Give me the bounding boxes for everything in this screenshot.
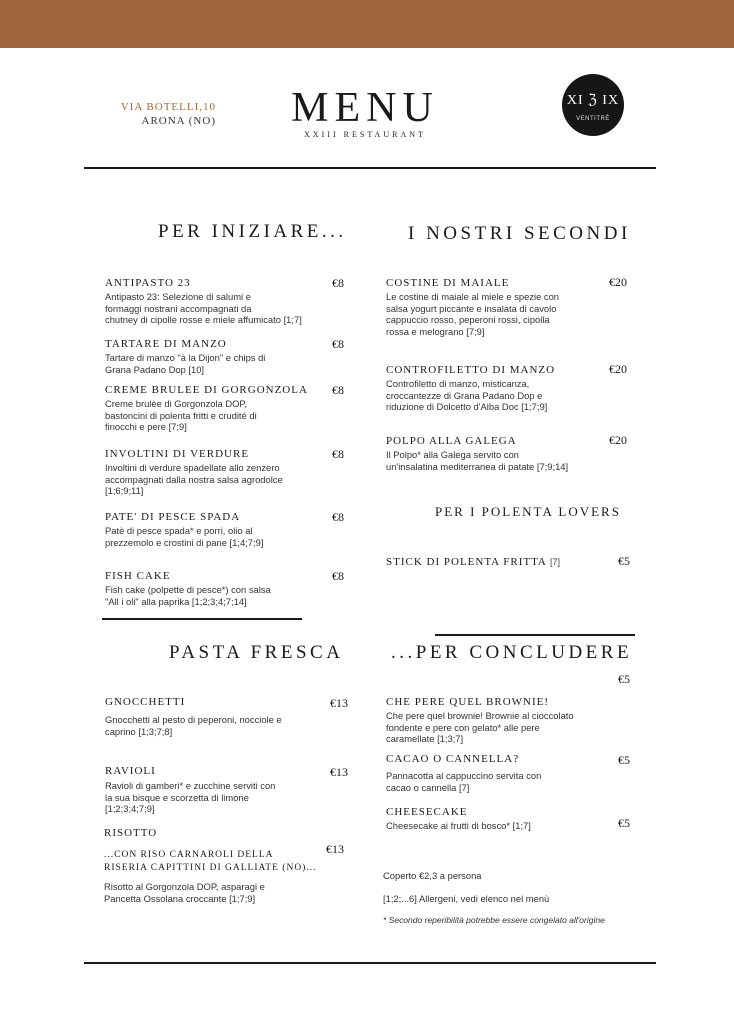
item-price: €13 bbox=[326, 842, 344, 856]
item-name: CREME BRULEE DI GORGONZOLA bbox=[105, 384, 308, 396]
logo-caption: VENTITRÉ bbox=[576, 116, 610, 122]
desc-line: prezzemolo e crostini di pane [1;4;7;9] bbox=[105, 536, 264, 548]
menu-item bbox=[386, 753, 601, 793]
item-price: €20 bbox=[609, 275, 627, 289]
top-color-band bbox=[0, 0, 734, 48]
desc-line: Patè di pesce spada* e porri, olio al bbox=[105, 525, 253, 536]
item-price: €8 bbox=[332, 510, 344, 524]
section-title-polenta: PER I POLENTA LOVERS bbox=[435, 504, 621, 519]
item-price: €8 bbox=[332, 276, 344, 290]
item-name: CHEESECAKE bbox=[386, 806, 468, 818]
desc-line: Che pere quel brownie! Brownie al cioccolato bbox=[386, 710, 574, 721]
left-divider bbox=[102, 618, 302, 620]
menu-item bbox=[105, 277, 345, 326]
desc-line: rossa e melograno [7;9] bbox=[386, 325, 485, 337]
item-price: €5 bbox=[618, 816, 630, 830]
item-price: €8 bbox=[332, 447, 344, 461]
desc-line: Tartare di manzo "à la Dijon" e chips di bbox=[105, 352, 266, 363]
risotto-name-line: ...CON RISO CARNAROLI DELLA bbox=[104, 850, 274, 860]
item-description bbox=[386, 291, 601, 337]
item-name: GNOCCHETTI bbox=[105, 696, 186, 708]
desc-line: Grana Padano Dop [10] bbox=[105, 363, 205, 375]
item-name: RAVIOLI bbox=[105, 765, 156, 777]
allergens-note: [1;2;...6] Allergeni, vedi elenco nel menù bbox=[383, 893, 550, 904]
desc-line: Fish cake (polpette di pesce*) con salsa bbox=[105, 584, 271, 595]
address bbox=[106, 100, 216, 128]
desc-line: [1;6;9;11] bbox=[105, 485, 144, 497]
desc-line: Le costine di maiale al miele e spezie con bbox=[386, 291, 560, 302]
page-title: MENU bbox=[291, 85, 439, 131]
desc-line: un'insalatina mediterranea di patate [7;9;14] bbox=[386, 460, 569, 472]
desc-line: Controfiletto di manzo, misticanza, bbox=[386, 378, 530, 389]
item-description bbox=[105, 291, 345, 326]
desc-line: bastoncini di polenta fritti e crudité di bbox=[105, 409, 257, 421]
desc-line: la sua bisque e scorzetta di limone bbox=[105, 791, 249, 803]
menu-item bbox=[386, 364, 601, 413]
right-divider bbox=[435, 634, 635, 636]
item-price: €13 bbox=[330, 696, 348, 710]
desc-line: cacao o cannella [7] bbox=[386, 781, 470, 793]
desc-line: Ravioli di gamberi* e zucchine serviti con bbox=[105, 780, 276, 791]
desc-line: Involtini di verdure spadellate allo zenzero bbox=[105, 462, 280, 473]
menu-item bbox=[105, 384, 345, 433]
item-description bbox=[105, 525, 345, 548]
risotto-label: RISOTTO bbox=[104, 827, 158, 839]
desc-line: finocchi e pere [7;9] bbox=[105, 421, 187, 433]
item-price: €5 bbox=[618, 753, 630, 767]
section-title-pasta: PASTA FRESCA bbox=[169, 642, 344, 663]
desc-line: Antipasto 23: Selezione di salumi e bbox=[105, 291, 251, 302]
section-title-iniziare: PER INIZIARE... bbox=[158, 221, 347, 242]
desc-line: formaggi nostrani accompagnati da bbox=[105, 302, 252, 314]
item-description bbox=[386, 449, 601, 472]
desc-line: fondente e pere con gelato* alle pere bbox=[386, 721, 540, 733]
menu-item bbox=[105, 448, 345, 497]
item-description bbox=[386, 378, 601, 413]
desc-line: Gnocchetti al pesto di peperoni, nocciole e bbox=[105, 714, 282, 725]
desc-line: [1;2;3;4;7;9] bbox=[105, 803, 155, 815]
item-name: CACAO O CANNELLA? bbox=[386, 753, 520, 765]
desc-line: caramellate [1;3;7] bbox=[386, 733, 464, 745]
section-title-concludere: ...PER CONCLUDERE bbox=[391, 642, 633, 663]
item-price: €5 bbox=[618, 554, 630, 568]
menu-item bbox=[105, 765, 325, 815]
item-description bbox=[105, 352, 345, 375]
item-name: INVOLTINI DI VERDURE bbox=[105, 448, 250, 460]
item-price: €13 bbox=[330, 765, 348, 779]
menu-item bbox=[386, 806, 601, 832]
item-name bbox=[386, 556, 560, 569]
desc-line: Il Polpo* alla Galega servito con bbox=[386, 449, 519, 460]
desc-line: cappuccio rosso, peperoni rossi, cipolla bbox=[386, 314, 550, 326]
desc-line: chutney di cipolle rosse e miele affumicato [1;7] bbox=[105, 314, 302, 326]
menu-item bbox=[105, 570, 345, 607]
menu-item-risotto bbox=[104, 827, 334, 904]
header-divider bbox=[84, 167, 656, 169]
menu-item bbox=[386, 277, 601, 337]
item-price: €8 bbox=[332, 569, 344, 583]
desc-line: accompagnati dalla nostra salsa agrodolce bbox=[105, 473, 283, 485]
item-name: TARTARE DI MANZO bbox=[105, 338, 227, 350]
item-name: POLPO ALLA GALEGA bbox=[386, 435, 517, 447]
address-city: ARONA (NO) bbox=[141, 115, 216, 127]
item-name: CHE PERE QUEL BROWNIE! bbox=[386, 696, 550, 708]
menu-item bbox=[105, 511, 345, 548]
item-description bbox=[105, 398, 345, 433]
item-description bbox=[105, 584, 345, 607]
menu-item bbox=[386, 696, 626, 745]
item-price: €20 bbox=[609, 362, 627, 376]
cover-charge-note: Coperto €2,3 a persona bbox=[383, 870, 482, 881]
risotto-name-line: RISERIA CAPITTINI DI GALLIATE (NO)... bbox=[104, 863, 317, 873]
logo-text: XI ℨ IX bbox=[566, 93, 620, 108]
desc-line: salsa yogurt piccante e insalata di cavolo bbox=[386, 302, 557, 314]
item-description bbox=[104, 881, 334, 904]
item-price: €5 bbox=[618, 672, 630, 686]
item-price: €8 bbox=[332, 383, 344, 397]
section-title-secondi: I NOSTRI SECONDI bbox=[408, 223, 631, 244]
menu-item bbox=[386, 556, 560, 569]
desc-line: riduzione di Dolcetto d'Alba Doc [1;7;9] bbox=[386, 401, 548, 413]
desc-line: Pancetta Ossolana croccante [1;7;9] bbox=[104, 892, 256, 904]
desc-line: croccantezze di Grana Padano Dop e bbox=[386, 389, 543, 401]
desc-line: "All i oli" alla paprika [1;2;3;4;7;14] bbox=[105, 595, 247, 607]
footer-divider bbox=[84, 962, 656, 964]
desc-line: Cheesecake ai frutti di bosco* [1;7] bbox=[386, 820, 531, 831]
menu-item bbox=[105, 696, 325, 737]
item-description bbox=[386, 820, 601, 832]
item-name: PATE' DI PESCE SPADA bbox=[105, 511, 241, 523]
restaurant-name: XXIII RESTAURANT bbox=[304, 130, 426, 139]
item-allergens: [7] bbox=[550, 557, 561, 567]
item-name: FISH CAKE bbox=[105, 570, 171, 582]
item-description bbox=[386, 710, 626, 745]
item-name: CONTROFILETTO DI MANZO bbox=[386, 364, 556, 376]
item-name-text: STICK DI POLENTA FRITTA bbox=[386, 556, 547, 568]
item-description bbox=[105, 714, 325, 737]
item-name: COSTINE DI MAIALE bbox=[386, 277, 510, 289]
desc-line: Pannacotta al cappuccino servita con bbox=[386, 770, 542, 781]
item-description bbox=[105, 462, 345, 497]
frozen-note: * Secondo reperibilità potrebbe essere congelato all'origine bbox=[383, 915, 605, 925]
item-price: €20 bbox=[609, 433, 627, 447]
item-name: ANTIPASTO 23 bbox=[105, 277, 191, 289]
item-price: €8 bbox=[332, 337, 344, 351]
item-description bbox=[105, 780, 325, 815]
address-street: VIA BOTELLI,10 bbox=[120, 101, 216, 113]
menu-item bbox=[105, 338, 345, 375]
item-description bbox=[386, 770, 601, 793]
desc-line: Risotto al Gorgonzola DOP, asparagi e bbox=[104, 881, 265, 892]
menu-item bbox=[386, 435, 601, 472]
restaurant-logo bbox=[562, 74, 624, 136]
desc-line: Creme brulèe di Gorgonzola DOP, bbox=[105, 398, 248, 409]
desc-line: caprino [1;3;7;8] bbox=[105, 725, 173, 737]
